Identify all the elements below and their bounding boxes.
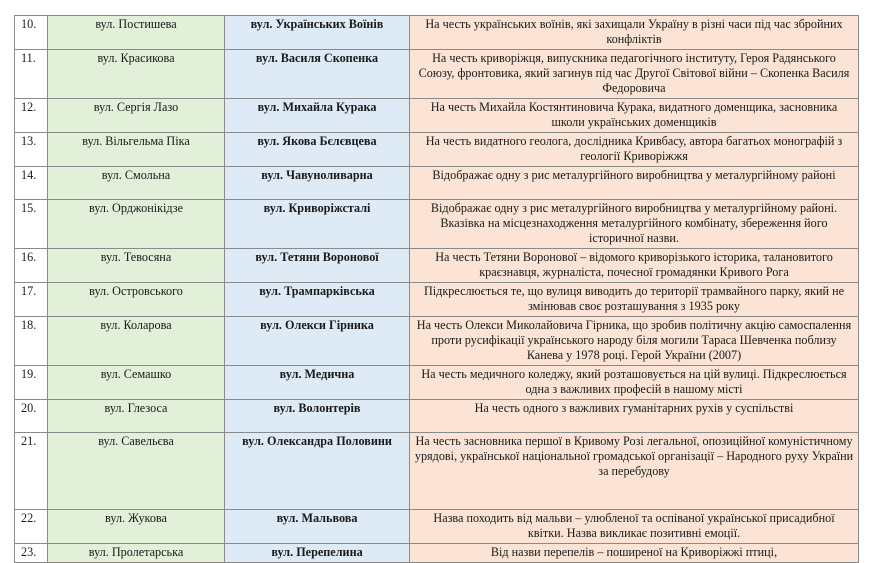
- row-number: 13.: [15, 133, 48, 167]
- new-street-name: вул. Тетяни Воронової: [225, 249, 410, 283]
- new-street-name: вул. Трампарківська: [225, 283, 410, 317]
- old-street-name: вул. Семашко: [48, 366, 225, 400]
- naming-rationale: На честь одного з важливих гуманітарних рухів у суспільстві: [410, 400, 859, 433]
- table-row: [15, 99, 859, 133]
- naming-rationale: На честь криворіжця, випускника педагогічного інституту, Героя Радянського Союзу, фронтовика, який загинув під час Другої Світової війни – Скопенка Василя Федоровича: [410, 50, 859, 99]
- street-renaming-table-page: [14, 15, 858, 563]
- row-number: 16.: [15, 249, 48, 283]
- new-street-name: вул. Криворіжсталі: [225, 200, 410, 249]
- naming-rationale: Від назви перепелів – поширеної на Криворіжжі птиці,: [410, 544, 859, 563]
- new-street-name: вул. Олександра Половини: [225, 433, 410, 510]
- new-street-name: вул. Олекси Гірника: [225, 317, 410, 366]
- new-street-name: вул. Медична: [225, 366, 410, 400]
- row-number: 23.: [15, 544, 48, 563]
- old-street-name: вул. Савельєва: [48, 433, 225, 510]
- table-row: [15, 510, 859, 544]
- old-street-name: вул. Коларова: [48, 317, 225, 366]
- table-row: [15, 167, 859, 200]
- row-number: 22.: [15, 510, 48, 544]
- naming-rationale: На честь видатного геолога, дослідника Кривбасу, автора багатьох монографій з геології Криворіжжя: [410, 133, 859, 167]
- table-row: [15, 544, 859, 563]
- table-row: [15, 433, 859, 510]
- old-street-name: вул. Тевосяна: [48, 249, 225, 283]
- table-row: [15, 133, 859, 167]
- new-street-name: вул. Чавуноливарна: [225, 167, 410, 200]
- naming-rationale: На честь Михайла Костянтиновича Курака, видатного доменщика, засновника школи українських доменщиків: [410, 99, 859, 133]
- row-number: 10.: [15, 16, 48, 50]
- naming-rationale: Підкреслюється те, що вулиця виводить до території трамвайного парку, який не змінював своє розташування з 1935 року: [410, 283, 859, 317]
- new-street-name: вул. Якова Бєлєвцева: [225, 133, 410, 167]
- table-row: [15, 366, 859, 400]
- row-number: 19.: [15, 366, 48, 400]
- table-row: [15, 50, 859, 99]
- old-street-name: вул. Жукова: [48, 510, 225, 544]
- old-street-name: вул. Глезоса: [48, 400, 225, 433]
- table-row: [15, 317, 859, 366]
- row-number: 18.: [15, 317, 48, 366]
- row-number: 14.: [15, 167, 48, 200]
- table-row: [15, 400, 859, 433]
- naming-rationale: На честь Олекси Миколайовича Гірника, що зробив політичну акцію самоспалення проти русифікації українського народу біля могили Тараса Шевченка поблизу Канева у 1978 році. Герой України (2007): [410, 317, 859, 366]
- naming-rationale: На честь медичного коледжу, який розташовується на цій вулиці. Підкреслюється одна з важливих професій в нашому місті: [410, 366, 859, 400]
- row-number: 15.: [15, 200, 48, 249]
- old-street-name: вул. Пролетарська: [48, 544, 225, 563]
- old-street-name: вул. Сергія Лазо: [48, 99, 225, 133]
- row-number: 20.: [15, 400, 48, 433]
- new-street-name: вул. Українських Воїнів: [225, 16, 410, 50]
- new-street-name: вул. Мальвова: [225, 510, 410, 544]
- table-row: [15, 283, 859, 317]
- naming-rationale: На честь українських воїнів, які захищали Україну в різні часи під час збройних конфліктів: [410, 16, 859, 50]
- table-row: [15, 249, 859, 283]
- row-number: 12.: [15, 99, 48, 133]
- new-street-name: вул. Василя Скопенка: [225, 50, 410, 99]
- old-street-name: вул. Смольна: [48, 167, 225, 200]
- old-street-name: вул. Красикова: [48, 50, 225, 99]
- new-street-name: вул. Перепелина: [225, 544, 410, 563]
- naming-rationale: На честь засновника першої в Кривому Розі легальної, опозиційної комуністичному урядові, української національної громадської організації – Народного руху України за перебудову: [410, 433, 859, 510]
- naming-rationale: Відображає одну з рис металургійного виробництва у металургійному районі: [410, 167, 859, 200]
- street-renaming-table: [14, 15, 859, 563]
- table-row: [15, 200, 859, 249]
- old-street-name: вул. Островського: [48, 283, 225, 317]
- table-row: [15, 16, 859, 50]
- row-number: 21.: [15, 433, 48, 510]
- old-street-name: вул. Вільгельма Піка: [48, 133, 225, 167]
- row-number: 11.: [15, 50, 48, 99]
- old-street-name: вул. Постишева: [48, 16, 225, 50]
- row-number: 17.: [15, 283, 48, 317]
- naming-rationale: Відображає одну з рис металургійного виробництва у металургійному районі. Вказівка на місцезнаходження металургійного комбінату, збереження його історичної назви.: [410, 200, 859, 249]
- naming-rationale: Назва походить від мальви – улюбленої та оспіваної української присадибної квітки. Назва викликає позитивні емоції.: [410, 510, 859, 544]
- new-street-name: вул. Волонтерів: [225, 400, 410, 433]
- new-street-name: вул. Михайла Курака: [225, 99, 410, 133]
- naming-rationale: На честь Тетяни Воронової – відомого криворізького історика, талановитого краєзнавця, журналіста, почесної громадянки Кривого Рога: [410, 249, 859, 283]
- old-street-name: вул. Орджонікідзе: [48, 200, 225, 249]
